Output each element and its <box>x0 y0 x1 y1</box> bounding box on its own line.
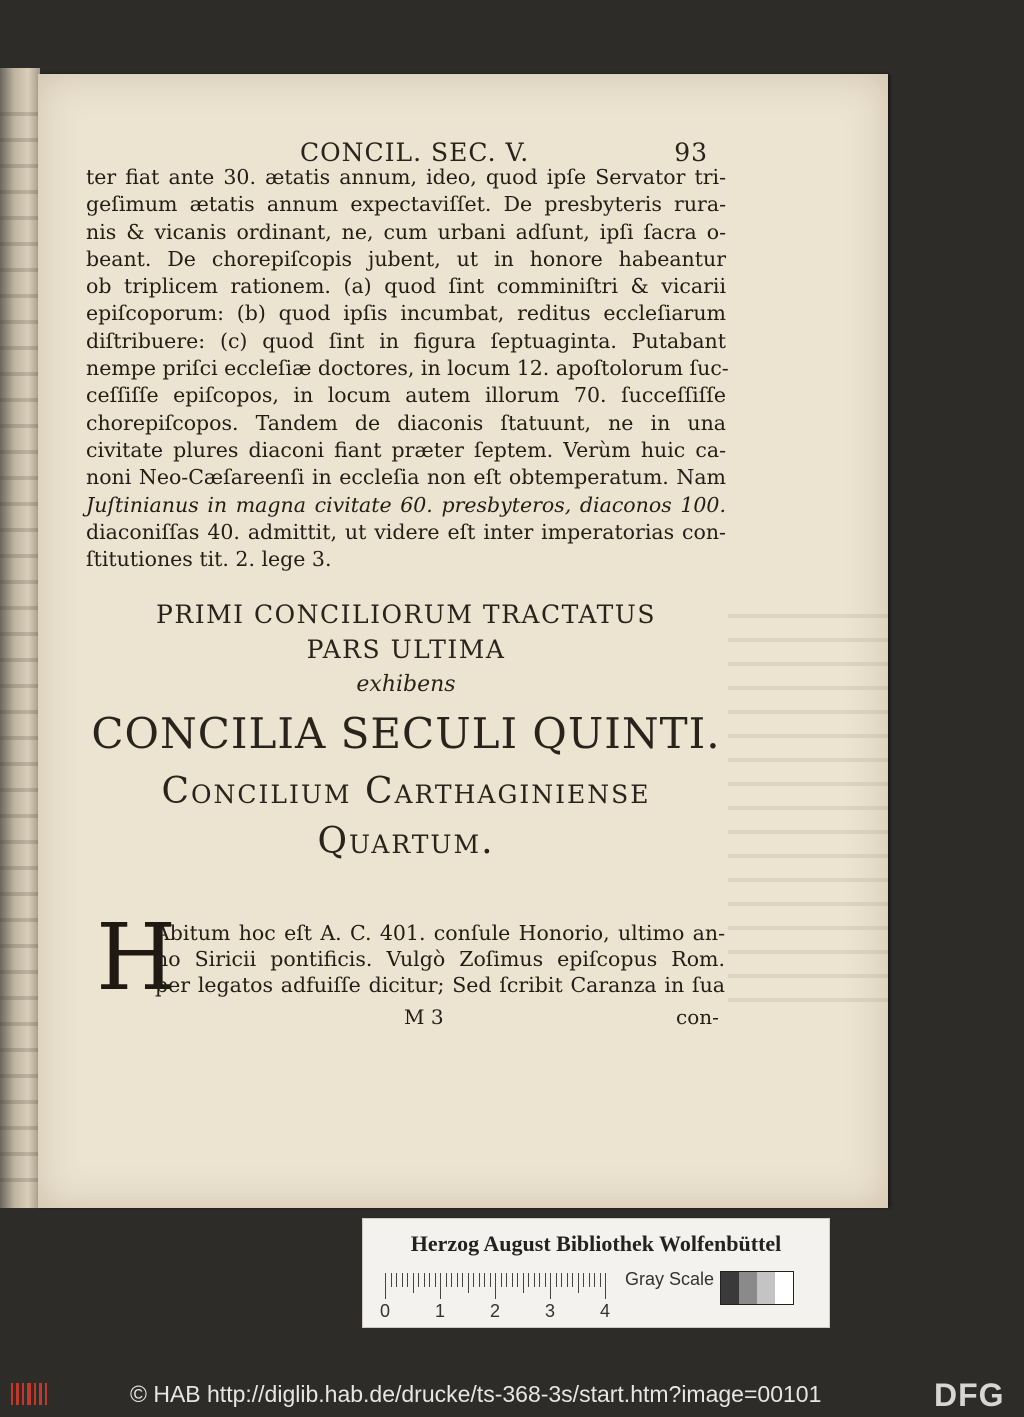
ruler-tick <box>556 1273 557 1287</box>
body-line: civitate plures diaconi fiant præter ſeptem. Verùm huic ca- <box>86 437 726 462</box>
ruler-tick <box>528 1273 529 1287</box>
paragraph-line: per legatos adfuiſſe dicitur; Sed ſcribit Caranza in ſua <box>155 973 725 997</box>
page-number: 93 <box>674 138 708 167</box>
footer-credit[interactable]: © HAB http://diglib.hab.de/drucke/ts-368-3s/start.htm?image=00101 <box>130 1381 822 1407</box>
ruler-tick <box>396 1273 397 1287</box>
ruler-tick <box>407 1273 408 1287</box>
ruler-tick <box>451 1273 452 1287</box>
ruler-tick <box>457 1273 458 1287</box>
ruler-tick <box>479 1273 480 1287</box>
gray-scale-label: Gray Scale <box>625 1269 715 1289</box>
footer-bar <box>0 1372 1024 1417</box>
part-heading <box>86 598 726 866</box>
ruler-tick <box>413 1273 414 1293</box>
body-line: chorepiſcopos. Tandem de diaconis ſtatuunt, ne in una <box>86 410 726 435</box>
running-head-title: CONCIL. SEC. V. <box>300 138 530 167</box>
body-line: beant. De chorepiſcopis jubent, ut in honore habeantur <box>86 246 726 271</box>
ruler-tick <box>605 1273 606 1299</box>
ruler-tick <box>572 1273 573 1287</box>
body-line: ter fiat ante 30. ætatis annum, ideo, quod ipſe Servator tri- <box>86 165 726 189</box>
ruler-number: 4 <box>600 1301 611 1321</box>
signature-mark: M 3 <box>404 1005 444 1029</box>
dfg-logo: DFG <box>934 1377 1005 1413</box>
ruler-tick <box>495 1273 496 1299</box>
barcode-icon <box>10 1381 48 1407</box>
heading-line-6: Quartum. <box>317 821 495 862</box>
ruler-tick <box>468 1273 469 1293</box>
show-through-text <box>728 594 888 1014</box>
body-line: ob triplicem rationem. (a) quod ſint comminiſtri & vicarii <box>86 274 726 299</box>
ruler-tick <box>473 1273 474 1287</box>
gray-patch <box>775 1272 793 1304</box>
body-line: ſtitutiones tit. 2. lege 3. <box>86 547 332 572</box>
body-line: diſtribuere: (c) quod ſint in figura ſeptuaginta. Putabant <box>86 328 726 353</box>
heading-line-1: PRIMI CONCILIORUM TRACTATUS <box>156 600 656 629</box>
ruler-tick <box>446 1273 447 1287</box>
ruler-tick <box>512 1273 513 1287</box>
body-line: Juſtinianus in magna civitate 60. presbyteros, diaconos 100. <box>86 492 726 517</box>
ruler-tick <box>523 1273 524 1293</box>
heading-line-4: CONCILIA SECULI QUINTI. <box>91 709 721 758</box>
heading-line-3: exhibens <box>356 672 456 697</box>
ruler-tick <box>583 1273 584 1287</box>
ruler <box>380 1267 613 1321</box>
body-line: geſimum ætatis annum expectaviſſet. De presbyteris rura- <box>86 192 726 217</box>
catchword: con- <box>676 1005 719 1029</box>
ruler-tick <box>589 1273 590 1287</box>
ruler-tick <box>567 1273 568 1287</box>
ruler-tick <box>594 1273 595 1287</box>
opening-paragraph <box>155 920 725 998</box>
heading-line-5: Concilium Carthaginiense <box>161 771 651 812</box>
ruler-number: 3 <box>545 1301 556 1321</box>
gray-patch <box>757 1272 775 1304</box>
ruler-tick <box>539 1273 540 1287</box>
body-line: nis & vicanis ordinant, ne, cum urbani adſunt, ipſi ſacra o- <box>86 219 726 244</box>
gray-patch <box>739 1272 757 1304</box>
paragraph-line: Abitum hoc eſt A. C. 401. conſule Honorio, ultimo an- <box>155 921 725 945</box>
body-line: epiſcoporum: (b) quod ipſis incumbat, reditus eccleſiarum <box>86 301 726 326</box>
ruler-tick <box>506 1273 507 1287</box>
ruler-tick <box>501 1273 502 1287</box>
ruler-tick <box>429 1273 430 1287</box>
ruler-tick <box>484 1273 485 1287</box>
ruler-tick <box>578 1273 579 1293</box>
ruler-tick <box>424 1273 425 1287</box>
ruler-tick <box>550 1273 551 1299</box>
library-name: Herzog August Bibliothek Wolfenbüttel <box>410 1231 782 1256</box>
body-line: diaconiſſas 40. admittit, ut videre eſt inter imperatorias con- <box>86 519 726 544</box>
body-line: ceſſiſſe epiſcopos, in locum autem illorum 70. ſucceſſiſſe <box>86 383 726 408</box>
ruler-number: 0 <box>380 1301 391 1321</box>
body-line: noni Neo-Cæſareenſi in eccleſia non eſt obtemperatum. Nam <box>86 465 726 490</box>
ruler-number: 2 <box>490 1301 501 1321</box>
ruler-tick <box>462 1273 463 1287</box>
ruler-tick <box>561 1273 562 1287</box>
ruler-tick <box>600 1273 601 1287</box>
ruler-tick <box>517 1273 518 1287</box>
ruler-tick <box>435 1273 436 1287</box>
ruler-number: 1 <box>435 1301 446 1321</box>
ruler-tick <box>385 1273 386 1299</box>
ruler-tick <box>440 1273 441 1299</box>
gray-scale-patches <box>720 1271 794 1305</box>
ruler-tick <box>534 1273 535 1287</box>
ruler-tick <box>490 1273 491 1287</box>
drop-cap: H <box>96 904 177 1011</box>
ruler-tick <box>402 1273 403 1287</box>
color-scale-card <box>362 1218 830 1328</box>
gray-patch <box>721 1272 739 1304</box>
body-text <box>86 164 729 573</box>
ruler-tick <box>391 1273 392 1287</box>
adjacent-page-text <box>0 90 38 1190</box>
heading-line-2: PARS ULTIMA <box>306 635 506 664</box>
body-line: nempe priſci eccleſiæ doctores, in locum 12. apoſtolorum ſuc- <box>86 356 729 381</box>
ruler-tick <box>545 1273 546 1287</box>
paragraph-line: no Siricii pontificis. Vulgò Zoſimus epiſcopus Rom. <box>155 947 725 971</box>
ruler-tick <box>418 1273 419 1287</box>
